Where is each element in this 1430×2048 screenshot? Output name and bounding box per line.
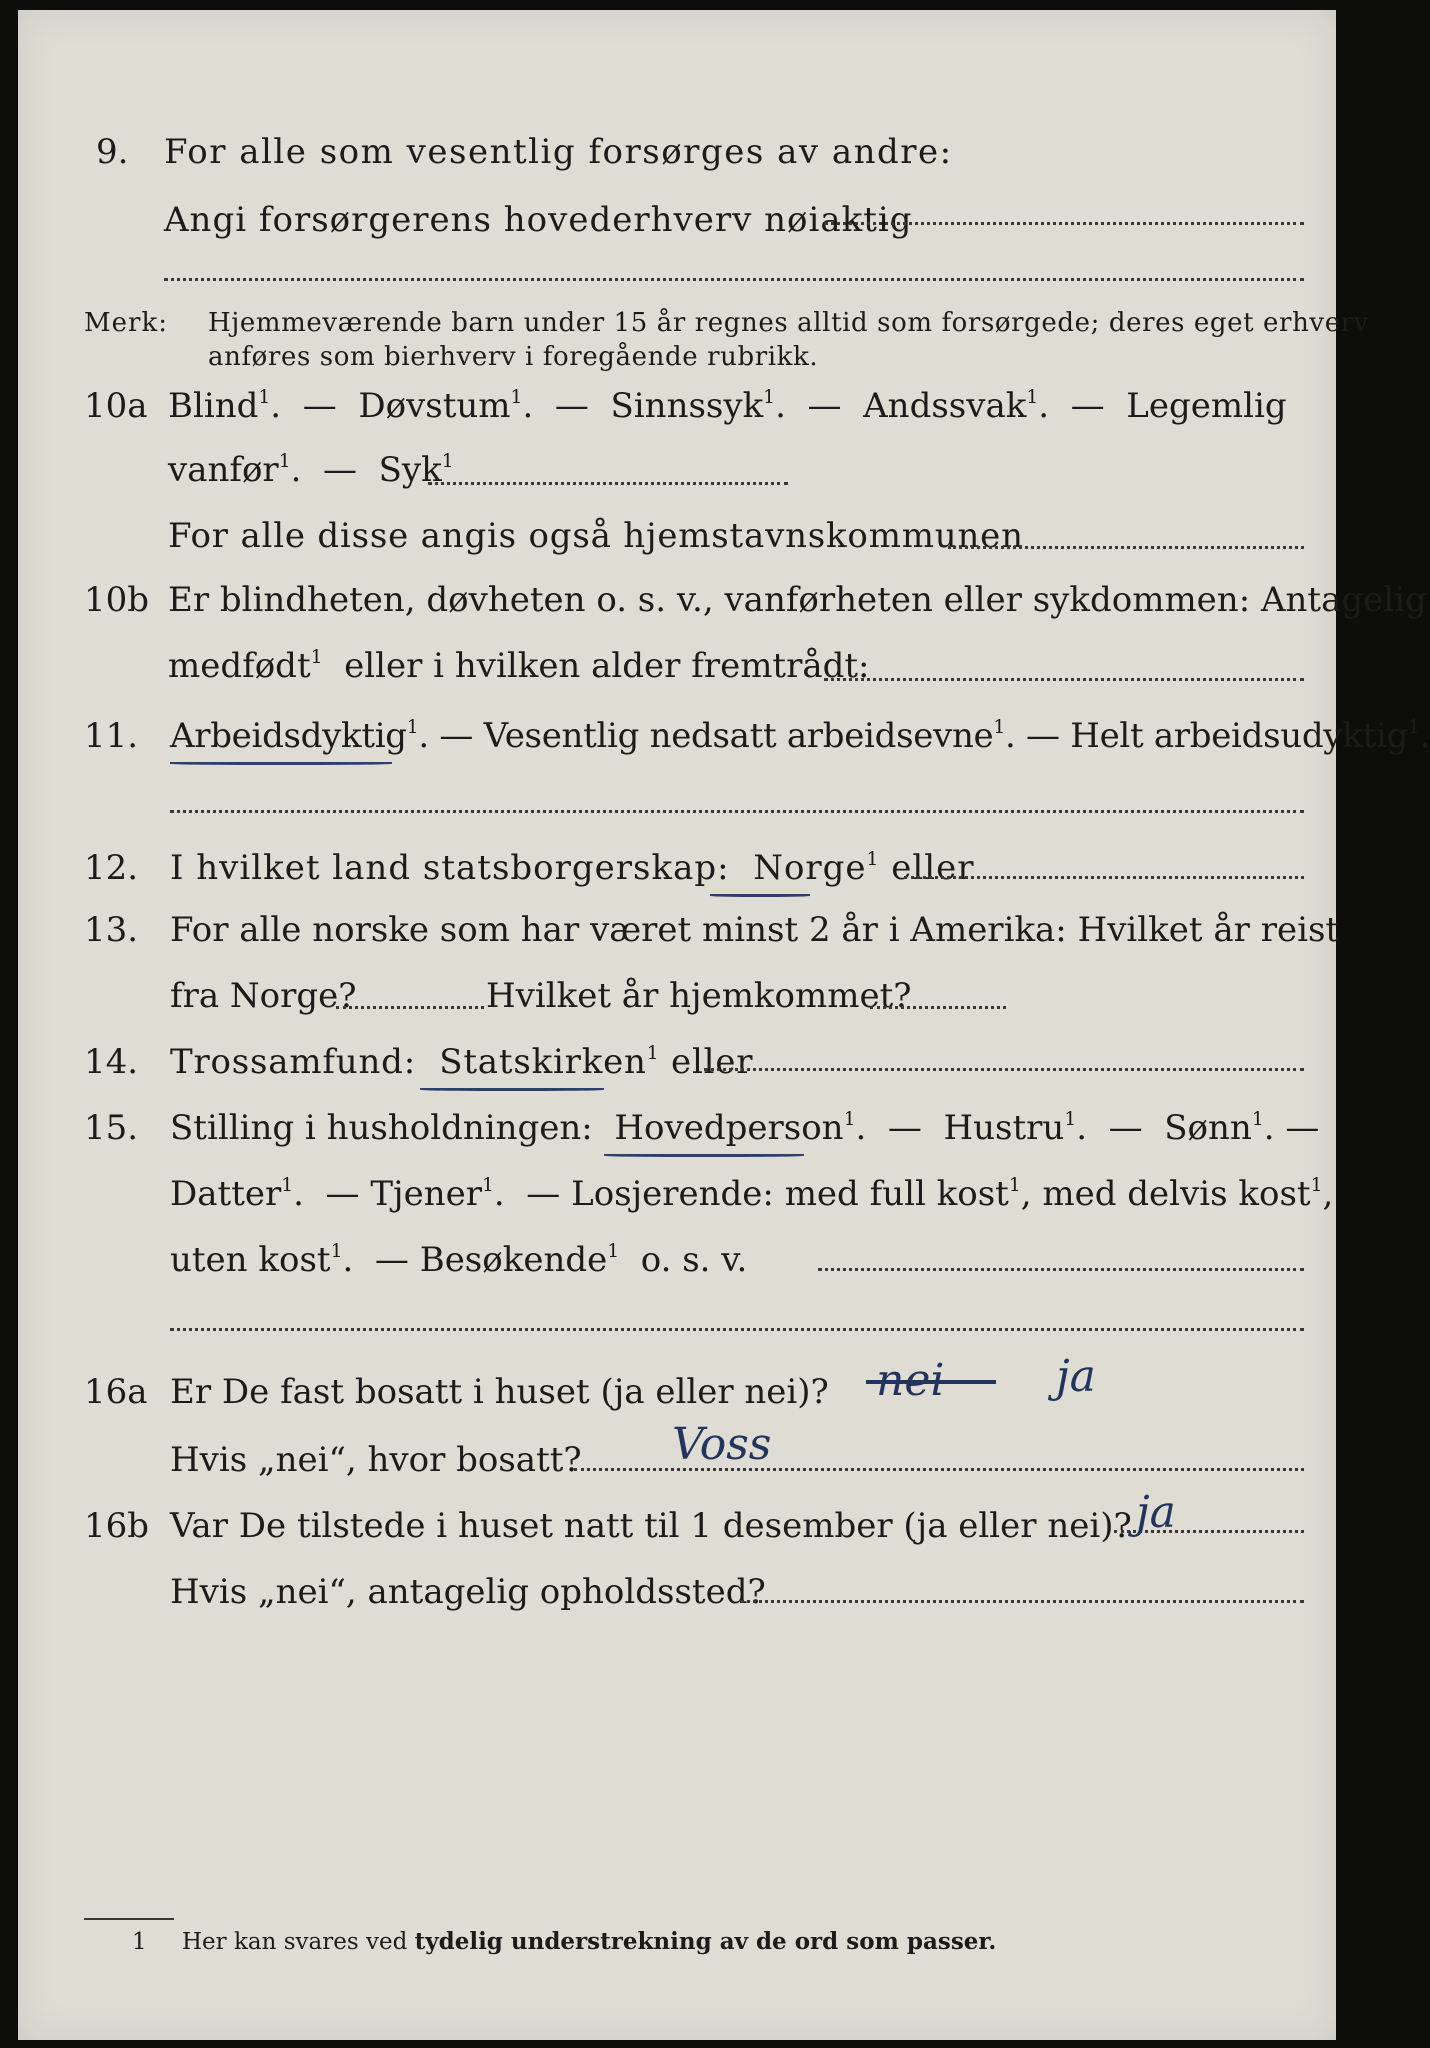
option-nedsatt: Vesentlig nedsatt arbeidsevne	[483, 716, 994, 756]
option-udyktig: Helt arbeidsudyktig	[1070, 716, 1408, 756]
question-10a-line1: Blind$^1$. — Døvstum$^1$. — Sinnssyk$^1$. — Andssvak$^1$. — Legemlig	[168, 386, 1287, 426]
question-13-fra-norge: fra Norge?	[170, 976, 357, 1016]
option-medfodt: medfødt	[168, 646, 311, 686]
handwritten-answer-16a: ja	[1056, 1351, 1096, 1402]
question-15-line1: Stilling i husholdningen: Hovedperson$^1$. — Hustru$^1$. — Sønn$^1$. —	[170, 1108, 1320, 1148]
question-15-line2: Datter$^1$. — Tjener$^1$. — Losjerende: med full kost$^1$, med delvis kost$^1$,	[170, 1174, 1334, 1214]
answer-line-13b	[870, 1006, 1006, 1009]
answer-line-12	[904, 876, 1304, 879]
answer-line-9b	[164, 278, 1304, 281]
question-13-line1: For alle norske som har været minst 2 år i Amerika: Hvilket år reist	[170, 910, 1340, 950]
underline-hovedperson	[604, 1154, 804, 1157]
answer-line-10a-syk	[428, 482, 788, 485]
census-form-page	[18, 10, 1430, 2040]
question-10b-number: 10b	[84, 580, 150, 620]
option-hovedperson: Hovedperson	[614, 1108, 844, 1148]
question-16b-line2: Hvis „nei“, antagelig opholdssted?	[170, 1572, 766, 1612]
note-line2: anføres som bierhverv i foregående rubrikk.	[208, 342, 819, 372]
question-16a-line2: Hvis „nei“, hvor bosatt?	[170, 1440, 582, 1480]
answer-line-15b	[170, 1328, 1304, 1331]
option-datter: Datter	[170, 1174, 282, 1214]
footnote-rule	[84, 1918, 174, 1920]
underline-norge	[710, 894, 810, 897]
question-9-line1: For alle som vesentlig forsørges av andre:	[164, 132, 953, 172]
strikethrough-mark	[866, 1380, 996, 1384]
option-dovstum: Døvstum	[358, 386, 511, 426]
question-10b-line2: medfødt$^1$ eller i hvilken alder fremtrådt:	[168, 646, 870, 686]
question-10a-number: 10a	[84, 386, 148, 426]
note-label: Merk:	[84, 308, 168, 338]
option-andssvak: Andssvak	[863, 386, 1027, 426]
question-12-line1: I hvilket land statsborgerskap: Norge$^1$ eller	[170, 848, 975, 888]
answer-line-11	[170, 810, 1304, 813]
handwritten-answer-16b: ja	[1136, 1487, 1176, 1538]
question-10a-line3: For alle disse angis også hjemstavnskommunen	[168, 516, 1024, 556]
option-uten-kost: uten kost	[170, 1240, 331, 1280]
underline-arbeidsdyktig	[170, 762, 392, 765]
question-16b-line1: Var De tilstede i huset natt til 1 desember (ja eller nei)?	[170, 1506, 1132, 1546]
option-hustru: Hustru	[943, 1108, 1065, 1148]
option-vanfor: vanfør	[168, 450, 279, 490]
answer-line-15a	[818, 1268, 1304, 1271]
question-13-number: 13.	[84, 910, 139, 950]
question-11-number: 11.	[84, 716, 139, 756]
option-losjerende: Losjerende: med full kost	[571, 1174, 1009, 1214]
question-14-line1: Trossamfund: Statskirken$^1$ eller	[170, 1042, 754, 1082]
question-16b-number: 16b	[84, 1506, 150, 1546]
question-10a-line2: vanfør$^1$. — Syk$^1$	[168, 450, 454, 490]
option-sinnssyk: Sinnssyk	[610, 386, 764, 426]
handwritten-answer-struck: nei	[876, 1355, 945, 1406]
option-sonn: Sønn	[1164, 1108, 1252, 1148]
answer-line-14	[704, 1068, 1304, 1071]
underline-statskirken	[420, 1088, 604, 1091]
option-statskirken: Statskirken	[439, 1042, 647, 1082]
option-blind: Blind	[168, 386, 259, 426]
option-arbeidsdyktig: Arbeidsdyktig	[170, 716, 407, 756]
question-15-number: 15.	[84, 1108, 139, 1148]
question-10b-line1: Er blindheten, døvheten o. s. v., vanførheten eller sykdommen: Antagelig	[168, 580, 1427, 620]
question-11-line1: Arbeidsdyktig$^1$. — Vesentlig nedsatt arbeidsevne$^1$. — Helt arbeidsudyktig$^1$.	[170, 716, 1430, 756]
option-tjener: Tjener	[370, 1174, 482, 1214]
footnote-text: Her kan svares ved tydelig understrekning av de ord som passer.	[182, 1928, 997, 1955]
option-legemlig: Legemlig	[1126, 386, 1287, 426]
answer-line-13a	[336, 1006, 484, 1009]
option-syk: Syk	[378, 450, 442, 490]
question-16a-number: 16a	[84, 1372, 148, 1412]
option-besokende: Besøkende	[419, 1240, 608, 1280]
question-15-line3: uten kost$^1$. — Besøkende$^1$ o. s. v.	[170, 1240, 748, 1280]
answer-line-10b	[824, 678, 1304, 681]
footnote-mark: 1	[132, 1929, 147, 1955]
question-9-number: 9.	[96, 132, 129, 172]
answer-line-9a	[824, 222, 1304, 225]
question-13-hjemkommet: Hvilket år hjemkommet?	[486, 976, 912, 1016]
answer-line-16b-b	[740, 1600, 1304, 1603]
note-line1: Hjemmeværende barn under 15 år regnes alltid som forsørgede; deres eget erhverv	[208, 308, 1370, 338]
option-delvis: med delvis kost	[1042, 1174, 1311, 1214]
option-norge: Norge	[753, 848, 867, 888]
question-14-number: 14.	[84, 1042, 139, 1082]
question-12-number: 12.	[84, 848, 139, 888]
question-9-line2: Angi forsørgerens hovederhverv nøiaktig	[164, 200, 913, 240]
handwritten-place: Voss	[672, 1419, 772, 1470]
answer-line-10a-kommune	[948, 546, 1304, 549]
question-16a-line1: Er De fast bosatt i huset (ja eller nei)?	[170, 1372, 829, 1412]
